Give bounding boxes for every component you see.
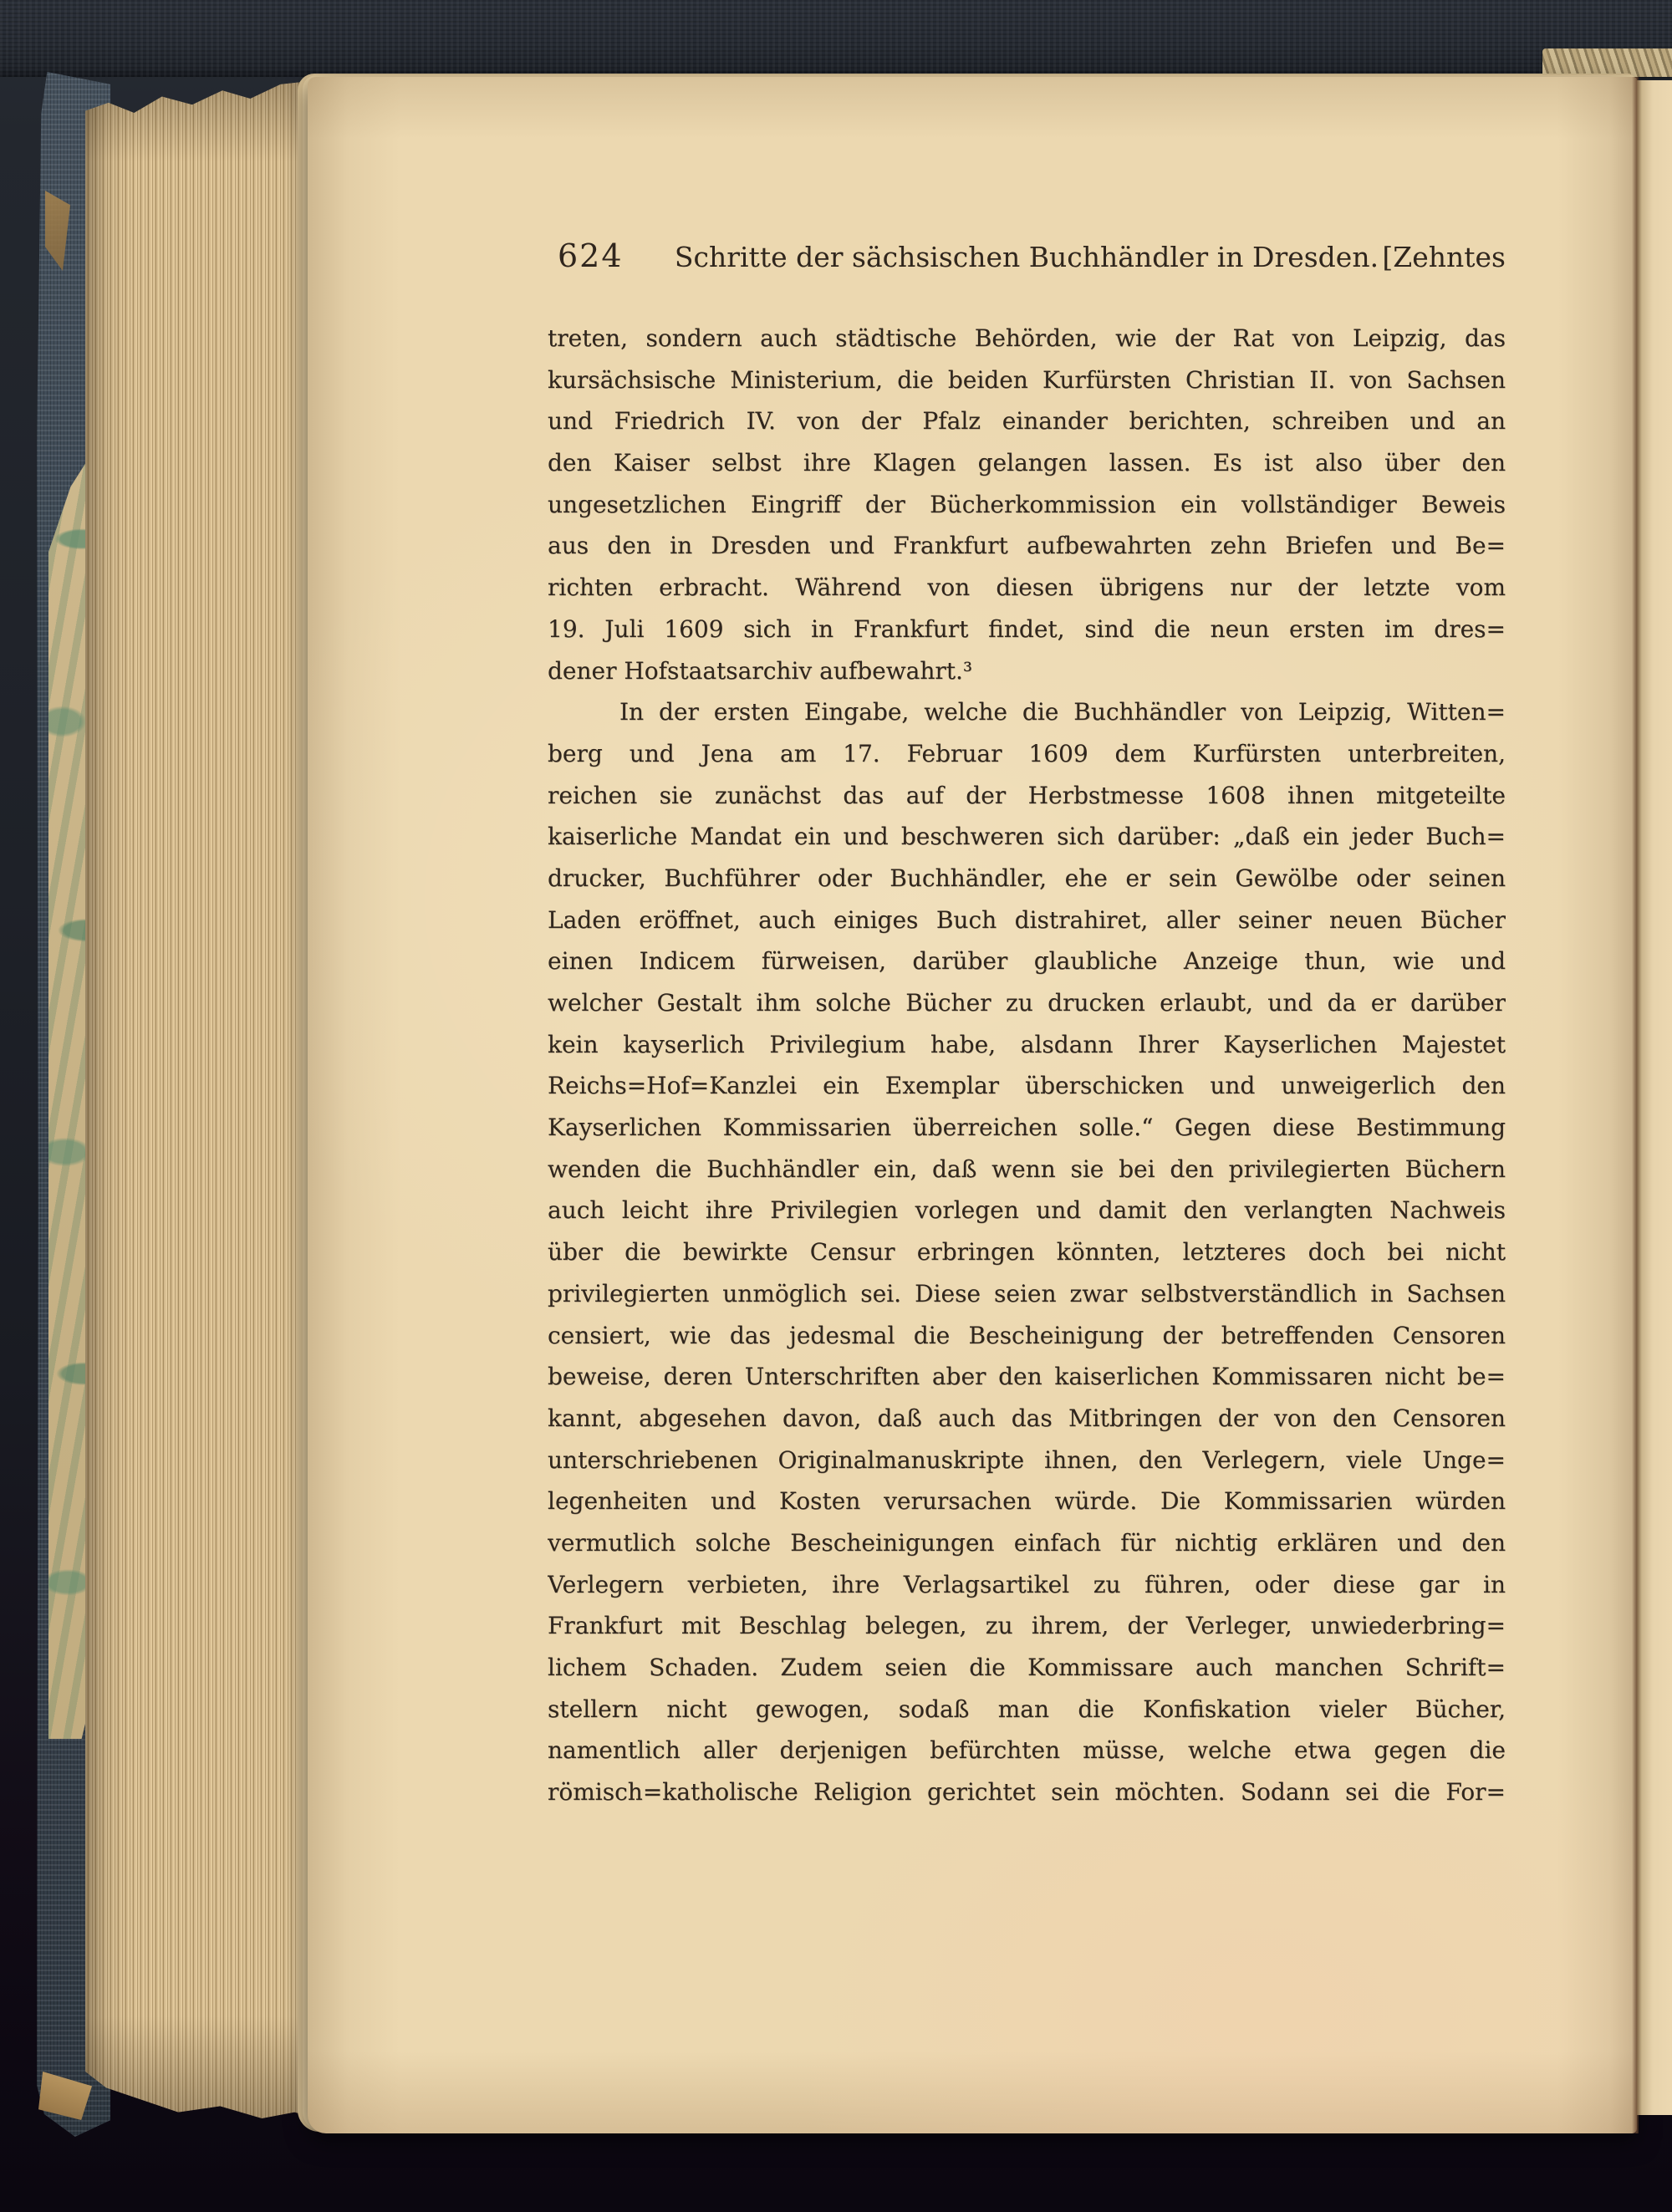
- text-line: beweise, deren Unterschriften aber den kaiserlichen Kommissaren nicht be=: [548, 1363, 1506, 1391]
- page-header: [548, 237, 1506, 281]
- text-line: berg und Jena am 17. Februar 1609 dem Kurfürsten unterbreiten,: [548, 739, 1506, 767]
- text-line: vermutlich solche Bescheinigungen einfach für nichtig erklären und den: [548, 1528, 1506, 1557]
- fanned-page-edges: [85, 80, 318, 2118]
- text-line: aus den in Dresden und Frankfurt aufbewahrten zehn Briefen und Be=: [548, 532, 1506, 560]
- text-line: einen Indicem fürweisen, darüber glaubliche Anzeige thun, wie und: [548, 947, 1506, 976]
- text-line: kursächsische Ministerium, die beiden Kurfürsten Christian II. von Sachsen: [548, 365, 1506, 394]
- page-body-text: [548, 318, 1506, 1813]
- text-line: stellern nicht gewogen, sodaß man die Konfiskation vieler Bücher,: [548, 1695, 1506, 1723]
- text-line: unterschriebenen Originalmanuskripte ihnen, den Verlegern, viele Unge=: [548, 1445, 1506, 1474]
- text-line: reichen sie zunächst das auf der Herbstmesse 1608 ihnen mitgeteilte: [548, 781, 1506, 809]
- text-line: und Friedrich IV. von der Pfalz einander berichten, schreiben und an: [548, 407, 1506, 436]
- text-line: In der ersten Eingabe, welche die Buchhändler von Leipzig, Witten=: [619, 698, 1506, 726]
- text-line: kaiserliche Mandat ein und beschweren sich darüber: „daß ein jeder Buch=: [548, 823, 1506, 851]
- facing-page-edge: [1637, 80, 1672, 2115]
- text-line: welcher Gestalt ihm solche Bücher zu drucken erlaubt, und da er darüber: [548, 989, 1506, 1017]
- text-line: wenden die Buchhändler ein, daß wenn sie bei den privilegierten Büchern: [548, 1154, 1506, 1183]
- text-line: auch leicht ihre Privilegien vorlegen und damit den verlangten Nachweis: [548, 1196, 1506, 1225]
- text-line: drucker, Buchführer oder Buchhändler, ehe er sein Gewölbe oder seinen: [548, 864, 1506, 892]
- text-line: namentlich aller derjenigen befürchten müsse, welche etwa gegen die: [548, 1736, 1506, 1765]
- text-line: 19. Juli 1609 sich in Frankfurt findet, sind die neun ersten im dres=: [548, 614, 1506, 643]
- text-line: Verlegern verbieten, ihre Verlagsartikel zu führen, oder diese gar in: [548, 1570, 1506, 1598]
- text-line: kein kayserlich Privilegium habe, alsdann Ihrer Kayserlichen Majestet: [548, 1030, 1506, 1058]
- text-line: kannt, abgesehen davon, daß auch das Mitbringen der von den Censoren: [548, 1404, 1506, 1432]
- text-line: privilegierten unmöglich sei. Diese seien zwar selbstverständlich in Sachsen: [548, 1279, 1506, 1307]
- text-line: Kayserlichen Kommissarien überreichen solle.“ Gegen diese Bestimmung: [548, 1114, 1506, 1142]
- text-line: römisch=katholische Religion gerichtet sein möchten. Sodann sei die For=: [548, 1778, 1506, 1807]
- text-line: legenheiten und Kosten verursachen würde. Die Kommissarien würden: [548, 1487, 1506, 1516]
- text-line: über die bewirkte Censur erbringen könnten, letzteres doch bei nicht: [548, 1238, 1506, 1267]
- text-line: dener Hofstaatsarchiv aufbewahrt.³: [548, 656, 973, 685]
- text-line: lichem Schaden. Zudem seien die Kommissare auch manchen Schrift=: [548, 1654, 1506, 1681]
- page-number: 624: [558, 237, 624, 274]
- signature-mark: [Zehntes: [1382, 241, 1506, 273]
- text-line: Laden eröffnet, auch einiges Buch distrahiret, aller seiner neuen Bücher: [548, 905, 1506, 934]
- running-title: Schritte der sächsischen Buchhändler in Dresden.: [674, 241, 1379, 273]
- book-top-cloth-edge: [0, 0, 1672, 77]
- book-page: [308, 77, 1637, 2133]
- text-line: Frankfurt mit Beschlag belegen, zu ihrem, der Verleger, unwiederbring=: [548, 1612, 1506, 1640]
- text-line: den Kaiser selbst ihre Klagen gelangen lassen. Es ist also über den: [548, 449, 1506, 477]
- book-headband: [1542, 48, 1672, 77]
- text-line: censiert, wie das jedesmal die Bescheinigung der betreffenden Censoren: [548, 1321, 1506, 1349]
- text-line: Reichs=Hof=Kanzlei ein Exemplar überschicken und unweigerlich den: [548, 1072, 1506, 1100]
- text-line: ungesetzlichen Eingriff der Bücherkommission ein vollständiger Beweis: [548, 490, 1506, 518]
- text-line: treten, sondern auch städtische Behörden, wie der Rat von Leipzig, das: [548, 324, 1506, 352]
- text-line: richten erbracht. Während von diesen übrigens nur der letzte vom: [548, 573, 1506, 602]
